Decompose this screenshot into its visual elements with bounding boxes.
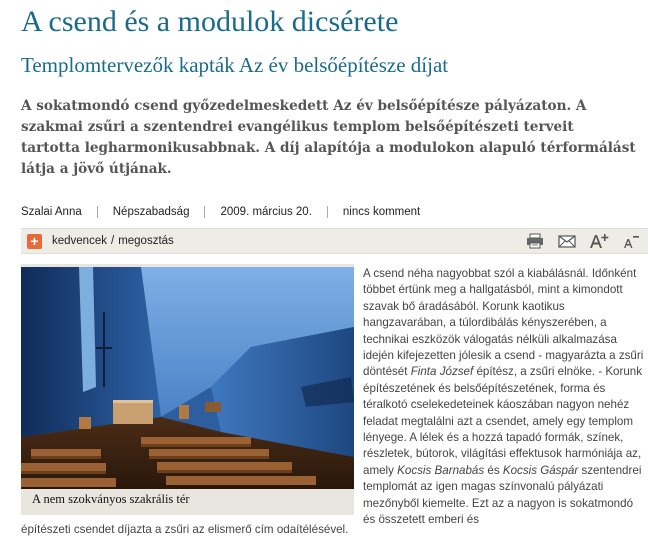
figure-caption: A nem szokványos szakrális tér <box>32 492 190 506</box>
meta-divider <box>327 206 328 218</box>
favorites-link[interactable]: kedvencek <box>52 235 107 247</box>
share-slash: / <box>110 235 115 247</box>
body-text-2: építész, a zsűri elnöke. - Korunk építészetének és belsőépítészetének, forma és téralkotó cselekedeteinek káoszában nagyon nehéz feladat megtalálni azt a csendet, amely egy templom lényege. A lélek és a hozzá tapadó formák, színek, részletek, bútorok, világítási effektusok harmóniája az, amely <box>363 365 643 477</box>
author-link[interactable]: Szalai Anna <box>21 206 82 218</box>
article-meta <box>21 200 639 224</box>
share-toolbar <box>21 228 648 254</box>
email-icon[interactable] <box>556 232 578 250</box>
meta-divider <box>204 206 205 218</box>
source-link[interactable]: Népszabadság <box>112 206 190 218</box>
person-name-finta: Finta József <box>410 365 474 379</box>
article-tools <box>524 232 642 250</box>
body-text-3: és <box>484 463 503 477</box>
article-subtitle: Templomtervezők kapták Az év belsőépítésze díjat <box>21 53 449 77</box>
article-title: A csend és a modulok dicsérete <box>21 5 399 38</box>
body-text-4: szentendrei templomát az igen magas színvonalú pályázati mezőnyből kiemelte. Ezt az a nagyon is sokatmondó és összetett emberi és <box>363 463 642 527</box>
person-name-kocsis-gaspar: Kocsis Gáspár <box>502 463 579 477</box>
body-text-1: A csend néha nagyobbat szól a kiabálásnál. Időnként többet értünk meg a hallgatásból, mint a kimondott szavak bő áradásából. Korunk kaotikus hangzavarában, a túlordibálás kényszerében, a technikai eszközök válogatás nélküli alkalmazása idején kifejezetten jólesik a csend - magyarázta a zsűri döntését <box>363 267 644 379</box>
print-icon[interactable] <box>524 232 546 250</box>
font-increase-icon[interactable] <box>588 232 610 250</box>
person-name-kocsis-barnabas: Kocsis Barnabás <box>397 463 485 477</box>
font-decrease-icon[interactable] <box>620 232 642 250</box>
article-lead: A sokatmondó csend győzedelmeskedett Az év belsőépítésze pályázaton. A szakmai zsűri a szentendrei evangélikus templom belsőépítészeti terveit tartotta legharmonikusabbnak. A díj alapítója a modulokon alapuló térformálást látja a jövő útjának. <box>21 98 636 177</box>
publish-date: 2009. március 20. <box>220 206 312 218</box>
article-body-tail: építészeti csendet díjazta a zsűri az elismerő cím odaítélésével. <box>21 523 349 536</box>
meta-divider <box>97 206 98 218</box>
plus-icon[interactable]: + <box>27 234 42 249</box>
share-links <box>52 235 174 247</box>
comments-link[interactable]: nincs komment <box>342 206 421 218</box>
article-body <box>363 266 647 529</box>
church-interior-photo[interactable] <box>21 267 354 489</box>
share-link[interactable]: megosztás <box>118 235 174 247</box>
article-figure <box>21 264 354 515</box>
